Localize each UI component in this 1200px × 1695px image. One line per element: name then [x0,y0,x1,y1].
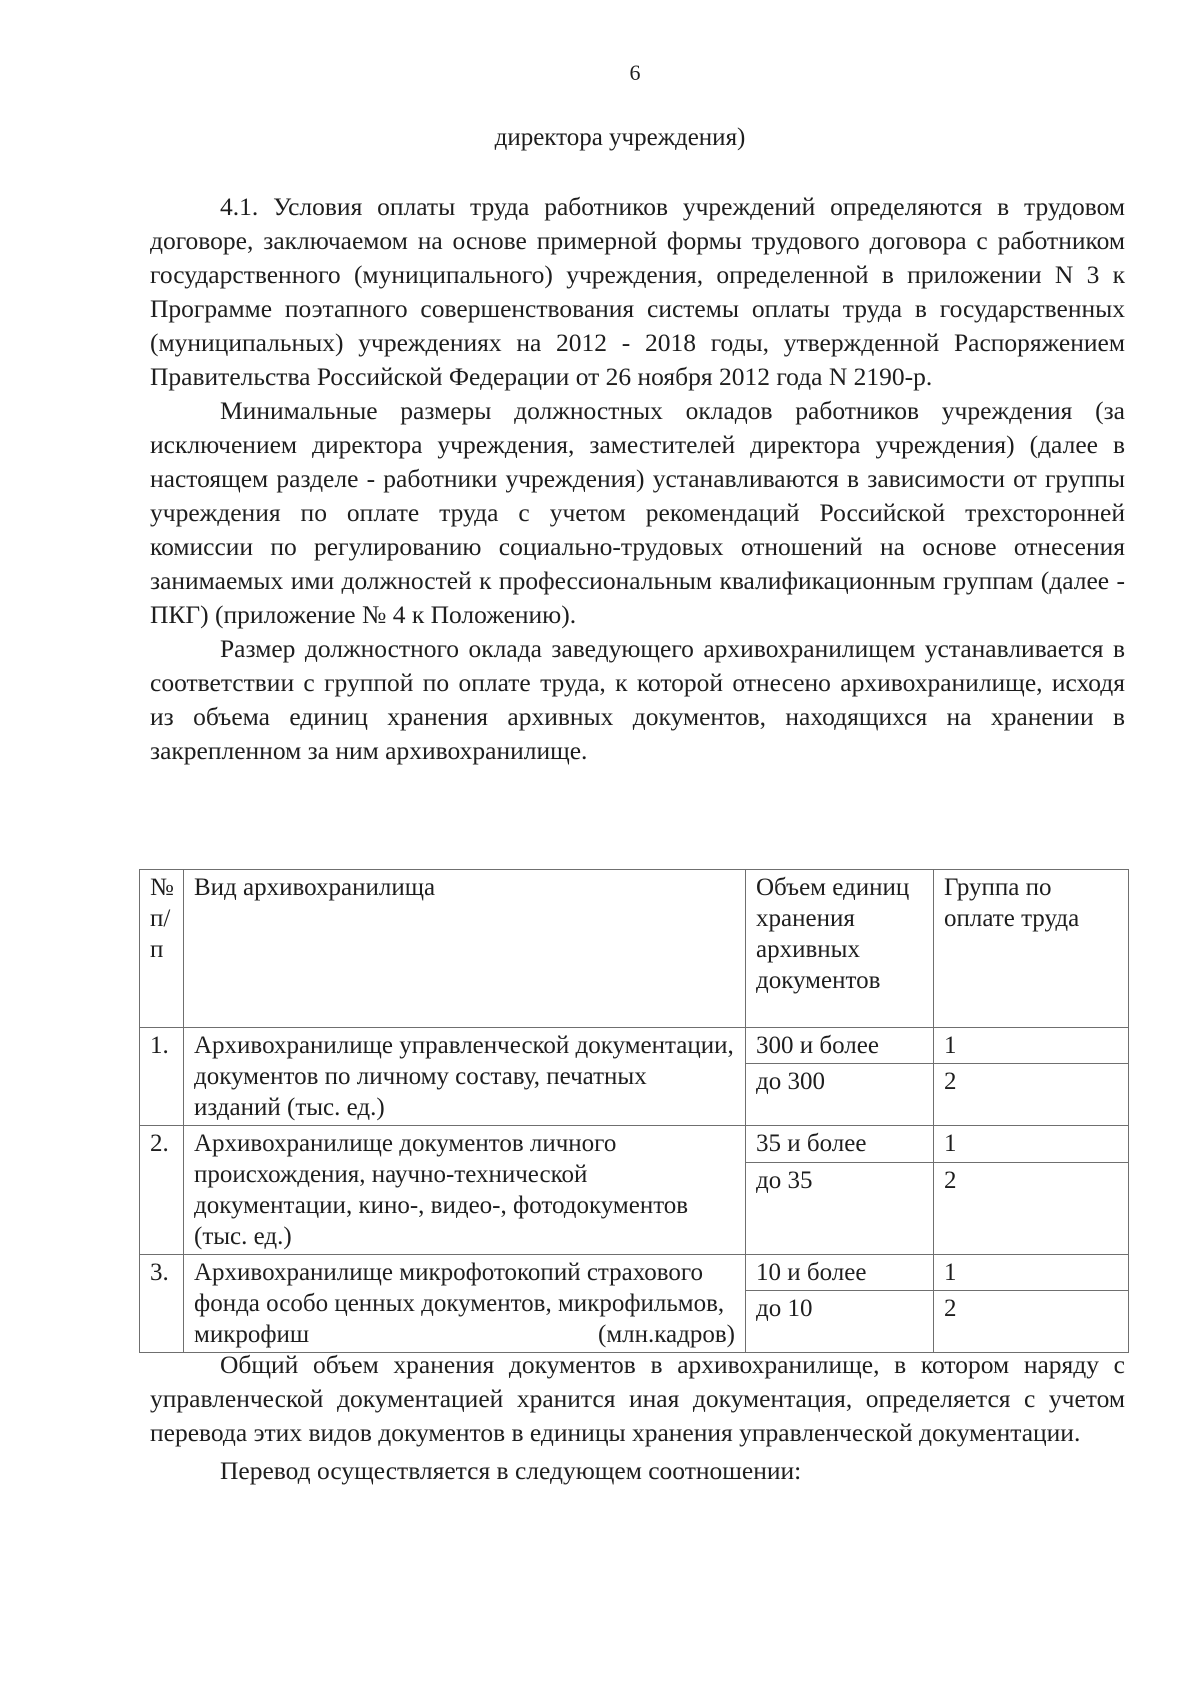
header-num: № п/п [140,870,184,1028]
page-number: 6 [629,60,641,85]
text-block-bottom [150,1348,1125,1488]
row-volume-high: 35 и более [746,1126,934,1163]
header-group: Группа по оплате труда [934,870,1129,1028]
row-volume-low: до 35 [746,1163,934,1255]
row-type: Архивохранилище микрофотокопий страхового фонда особо ценных документов, микрофильмов, микрофиш (млн.кадров) [184,1255,746,1353]
row-group-low: 2 [934,1291,1129,1353]
row-volume-high: 300 и более [746,1028,934,1064]
paragraph-archive-head-salary: Размер должностного оклада заведующего архивохранилищем устанавливается в соответствии с группой по оплате труда, к которой отнесено архивохранилище, исходя из объема единиц хранения архивных документов, находящихся на хранении в закрепленном за ним архивохранилище. [150,634,1125,765]
row-group-high: 1 [934,1255,1129,1291]
table-row [140,1126,1129,1163]
row-group-low: 2 [934,1064,1129,1126]
table-header-row [140,870,1129,1028]
paragraph-4-1: 4.1. Условия оплаты труда работников учреждений определяются в трудовом договоре, заключаемом на основе примерной формы трудового договора с работником государственного (муниципального) учреждения, определенной в приложении N 3 к Программе поэтапного совершенствования системы оплаты труда в государственных (муниципальных) учреждениях на 2012 - 2018 годы, утвержденной Распоряжением Правительства Российской Федерации от 26 ноября 2012 года N 2190-р. [150,192,1125,391]
row-volume-low: до 10 [746,1291,934,1353]
table-row [140,1255,1129,1291]
paragraph-min-salaries: Минимальные размеры должностных окладов работников учреждения (за исключением директора учреждения, заместителей директора учреждения) (далее в настоящем разделе - работники учреждения) устанавливаются в зависимости от группы учреждения по оплате труда с учетом рекомендаций Российской трехсторонней комиссии по регулированию социально-трудовых отношений на основе отнесения занимаемых ими должностей к профессиональным квалификационным группам (далее - ПКГ) (приложение № 4 к Положению). [150,396,1125,629]
paragraph-total-volume: Общий объем хранения документов в архивохранилище, в котором наряду с управленческой документацией хранится иная документация, определяется с учетом перевода этих видов документов в единицы хранения управленческой документации. [150,1350,1125,1447]
row-num: 2. [140,1126,184,1255]
header-volume: Объем единиц хранения архивных документов [746,870,934,1028]
row-num: 3. [140,1255,184,1353]
table-row [140,1028,1129,1064]
row-num: 1. [140,1028,184,1126]
text-block-top [150,190,1125,768]
row-type: Архивохранилище документов личного происхождения, научно-технической документации, кино-, видео-, фотодокументов (тыс. ед.) [184,1126,746,1255]
row-type: Архивохранилище управленческой документации, документов по личному составу, печатных изданий (тыс. ед.) [184,1028,746,1126]
row-volume-low: до 300 [746,1064,934,1126]
header-type: Вид архивохранилища [184,870,746,1028]
paragraph-conversion: Перевод осуществляется в следующем соотношении: [220,1456,802,1485]
header-continuation: директора учреждения) [494,124,746,151]
archive-groups-table [139,869,1129,1353]
row-volume-high: 10 и более [746,1255,934,1291]
row-group-low: 2 [934,1163,1129,1255]
row-group-high: 1 [934,1028,1129,1064]
row-group-high: 1 [934,1126,1129,1163]
